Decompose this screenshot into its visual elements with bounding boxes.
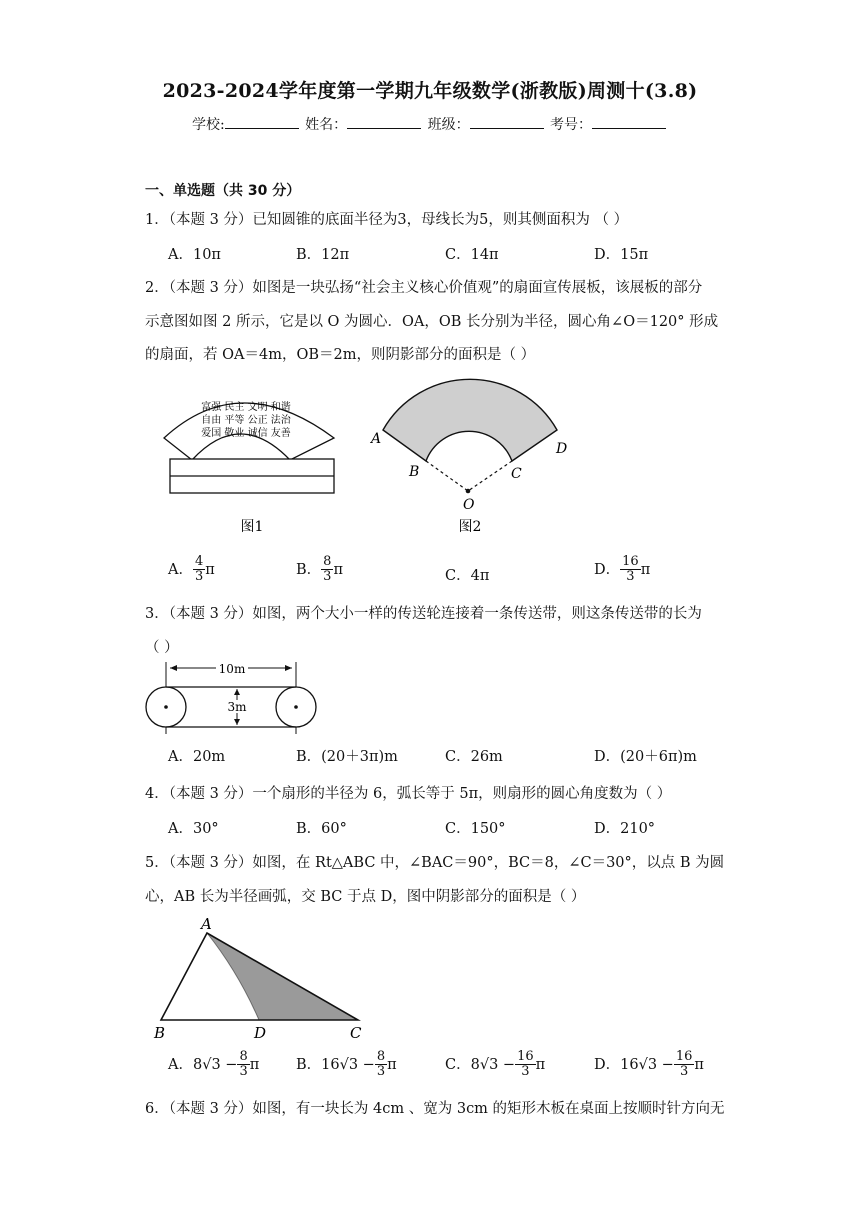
q2-line1: 2．（本题 3 分）如图是一块弘扬“社会主义核心价值观”的扇面宣传展板，该展板的部分 bbox=[145, 280, 703, 296]
fig2-label-c: C bbox=[511, 466, 522, 482]
q5-option-b[interactable]: B．16√3 − $\frac{8}{3}$ π bbox=[296, 1049, 397, 1080]
fig2-label-d: D bbox=[556, 441, 568, 457]
q1-text: 1．（本题 3 分）已知圆锥的底面半径为3，母线长为5，则其侧面积为 （ ） bbox=[145, 212, 629, 228]
q4-option-d[interactable]: D．210° bbox=[594, 821, 656, 837]
student-info-line bbox=[0, 114, 860, 134]
fig1-fan-board bbox=[164, 400, 334, 535]
q2-option-b[interactable]: B． $\frac{8}{3}$ π bbox=[296, 554, 343, 585]
fig1-caption: 图1 bbox=[240, 519, 264, 535]
name-blank[interactable] bbox=[347, 114, 421, 129]
school-blank[interactable] bbox=[225, 114, 299, 129]
exam-no-blank[interactable] bbox=[592, 114, 666, 129]
q5-label-c: C bbox=[350, 1024, 362, 1042]
q4-option-c[interactable]: C．150° bbox=[445, 821, 506, 837]
fig1-row1: 富强 民主 文明 和谐 bbox=[201, 402, 291, 413]
q5-label-b: B bbox=[154, 1024, 166, 1042]
q5-option-d[interactable]: D．16√3 − $\frac{16}{3}$ π bbox=[594, 1049, 704, 1080]
q5-label-d: D bbox=[254, 1024, 267, 1042]
q5-option-a[interactable]: A．8√3 − $\frac{8}{3}$ π bbox=[168, 1049, 260, 1080]
q5-line1: 5．（本题 3 分）如图，在 Rt△ABC 中，∠BAC＝90°，BC＝8，∠C＝30°，以点 B 为圆 bbox=[145, 855, 725, 871]
q5-option-c[interactable]: C．8√3 − $\frac{16}{3}$ π bbox=[445, 1049, 546, 1080]
q2-line2: 示意图如图 2 所示，它是以 O 为圆心．OA，OB 长分别为半径，圆心角∠O＝120° 形成 bbox=[145, 314, 719, 330]
fig1-row3: 爱国 敬业 诚信 友善 bbox=[201, 428, 291, 439]
q3-line1: 3．（本题 3 分）如图，两个大小一样的传送轮连接着一条传送带，则这条传送带的长为 bbox=[145, 606, 702, 622]
q4-text: 4．（本题 3 分）一个扇形的半径为 6，弧长等于 5π，则扇形的圆心角度数为（ ） bbox=[145, 786, 672, 802]
fig2-label-b: B bbox=[409, 464, 420, 480]
q1-option-c[interactable]: C．14π bbox=[445, 247, 499, 263]
school-label: 学校: bbox=[191, 117, 225, 133]
q2-option-a[interactable]: A． $\frac{4}{3}$ π bbox=[168, 554, 215, 585]
q2-option-c[interactable]: C．4π bbox=[445, 568, 490, 584]
q4-option-b[interactable]: B．60° bbox=[296, 821, 347, 837]
q3-conveyor-figure bbox=[140, 660, 330, 736]
q3-option-c[interactable]: C．26m bbox=[445, 749, 503, 765]
fig3-width-label: 10m bbox=[218, 662, 246, 676]
q5-line2: 心，AB 长为半径画弧，交 BC 于点 D，图中阴影部分的面积是（ ） bbox=[145, 889, 586, 905]
q3-option-a[interactable]: A．20m bbox=[168, 749, 226, 765]
q5-label-a: A bbox=[201, 915, 212, 933]
q6-text: 6．（本题 3 分）如图，有一块长为 4cm 、宽为 3cm 的矩形木板在桌面上按顺时针方向无 bbox=[145, 1101, 725, 1117]
q2-line3: 的扇面，若 OA＝4m，OB＝2m，则阴影部分的面积是（ ） bbox=[145, 347, 536, 363]
q3-line2: （ ） bbox=[145, 640, 179, 656]
fig2-caption: 图2 bbox=[458, 519, 482, 535]
page-title: 2023-2024学年度第一学期九年级数学(浙教版)周测十(3.8) bbox=[162, 80, 698, 102]
fig2-label-o: O bbox=[463, 497, 475, 513]
q2-figures bbox=[150, 378, 610, 538]
q2-option-d[interactable]: D． $\frac{16}{3}$ π bbox=[594, 554, 651, 585]
fig2-label-a: A bbox=[371, 431, 382, 447]
q1-option-b[interactable]: B．12π bbox=[296, 247, 350, 263]
fig3-height-label: 3m bbox=[227, 700, 247, 714]
q1-option-d[interactable]: D．15π bbox=[594, 247, 649, 263]
q3-option-d[interactable]: D．(20＋6π)m bbox=[594, 749, 697, 765]
q1-option-a[interactable]: A．10π bbox=[168, 247, 221, 263]
exam-no-label: 考号： bbox=[550, 117, 593, 133]
q3-option-b[interactable]: B．(20＋3π)m bbox=[296, 749, 398, 765]
fig2-annular-sector bbox=[369, 379, 567, 535]
fig2-shaded-region bbox=[383, 379, 557, 461]
fig1-row2: 自由 平等 公正 法治 bbox=[201, 415, 291, 426]
section-title: 一、单选题（共 30 分） bbox=[145, 183, 301, 199]
class-blank[interactable] bbox=[470, 114, 544, 129]
q4-option-a[interactable]: A．30° bbox=[168, 821, 219, 837]
q5-triangle-figure bbox=[150, 912, 380, 1042]
class-label: 班级： bbox=[427, 117, 470, 133]
name-label: 姓名： bbox=[305, 117, 348, 133]
